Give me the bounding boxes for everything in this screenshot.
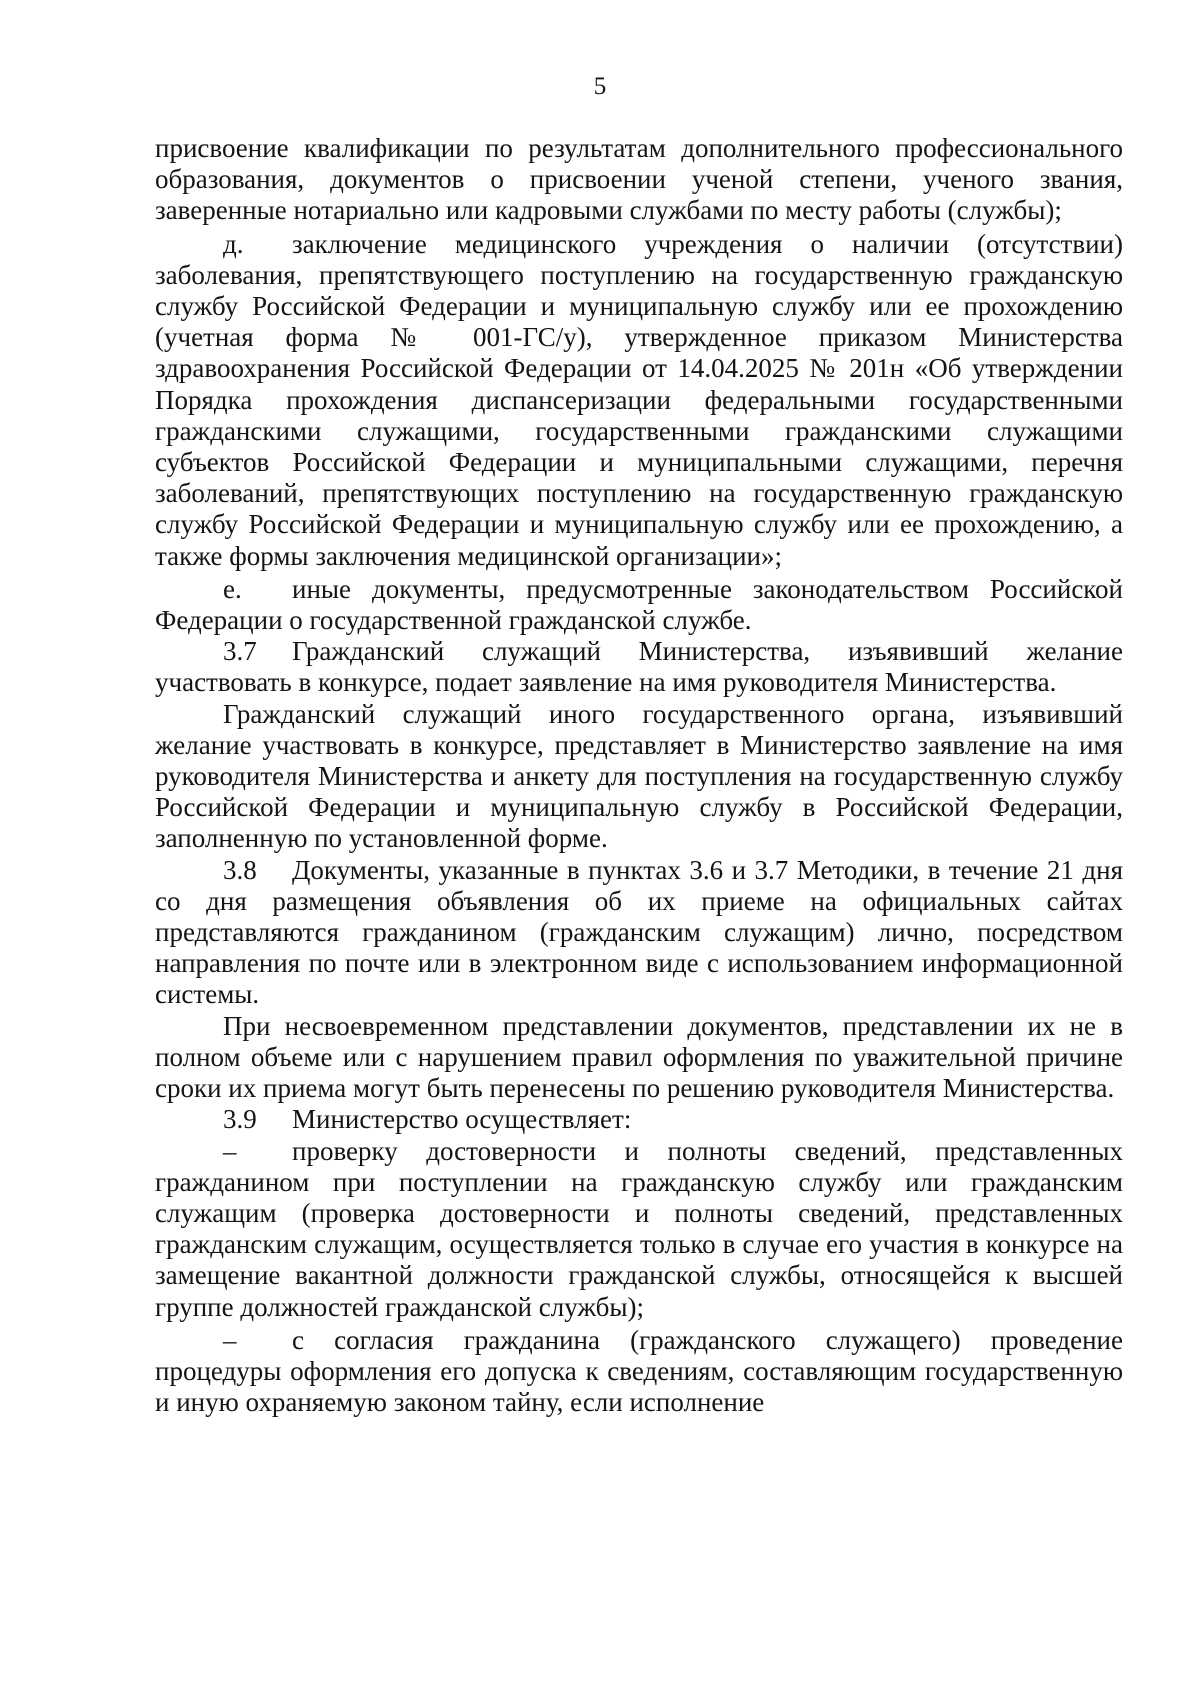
- paragraph: [155, 1011, 1123, 1105]
- paragraph-continuation: [155, 133, 1123, 227]
- paragraph-text: проверку достоверности и полноты сведений, представленных гражданином при поступлении на гражданскую службу или гражданским служащим (проверка достоверности и полноты сведений, представленных гражданским служащим, осуществляется только в случае его участия в конкурсе на замещение вакантной должности гражданской службы, относящейся к высшей группе должностей гражданской службы);: [155, 1135, 1123, 1322]
- paragraph-text: При несвоевременном представлении документов, представлении их не в полном объеме или с нарушением правил оформления по уважительной причине сроки их приема могут быть перенесены по решению руководителя Министерства.: [155, 1010, 1123, 1104]
- clause-3-9: [155, 1104, 1123, 1135]
- list-marker: д.: [223, 228, 244, 259]
- paragraph-text: с согласия гражданина (гражданского служащего) проведение процедуры оформления его допуска к сведениям, составляющим государственную и иную охраняемую законом тайну, если исполнение: [155, 1324, 1123, 1418]
- paragraph-text: заключение медицинского учреждения о наличии (отсутствии) заболевания, препятствующего поступлению на государственную гражданскую службу Российской Федерации и муниципальную службу или ее прохождению (учетная форма № 001-ГС/у), утвержденное приказом Министерства здравоохранения Российской Федерации от 14.04.2025 № 201н «Об утверждении Порядка прохождения диспансеризации федеральными государственными гражданскими служащими, государственными гражданскими служащими субъектов Российской Федерации и муниципальными служащими, перечня заболеваний, препятствующих поступлению на государственную гражданскую службу Российской Федерации и муниципальную службу или ее прохождению, а также формы заключения медицинской организации»;: [155, 228, 1123, 571]
- paragraph-text: иные документы, предусмотренные законодательством Российской Федерации о государственной гражданской службе.: [155, 573, 1123, 636]
- paragraph-text: Документы, указанные в пунктах 3.6 и 3.7 Методики, в течение 21 дня со дня размещения объявления об их приеме на официальных сайтах представляются гражданином (гражданским служащим) лично, посредством направления по почте или в электронном виде с использованием информационной системы.: [155, 854, 1123, 1010]
- clause-3-8: [155, 855, 1123, 1011]
- list-item-e: [155, 574, 1123, 636]
- clause-number: 3.7: [223, 636, 257, 667]
- dash-list-item: [155, 1325, 1123, 1419]
- dash-marker: –: [223, 1324, 237, 1355]
- dash-list-item: [155, 1136, 1123, 1323]
- paragraph-text: Гражданский служащий Министерства, изъявивший желание участвовать в конкурсе, подает заявление на имя руководителя Министерства.: [155, 636, 1123, 698]
- list-item-d: [155, 229, 1123, 572]
- dash-marker: –: [223, 1135, 237, 1166]
- paragraph-text: присвоение квалификации по результатам дополнительного профессионального образования, документов о присвоении ученой степени, ученого звания, заверенные нотариально или кадровыми службами по месту работы (службы);: [155, 133, 1123, 226]
- paragraph-text: Гражданский служащий иного государственного органа, изъявивший желание участвовать в конкурсе, представляет в Министерство заявление на имя руководителя Министерства и анкету для поступления на государственную службу Российской Федерации и муниципальную службу в Российской Федерации, заполненную по установленной форме.: [155, 698, 1123, 854]
- paragraph: [155, 699, 1123, 855]
- paragraph-text: Министерство осуществляет:: [292, 1104, 632, 1135]
- clause-number: 3.8: [223, 854, 257, 885]
- document-body: [155, 133, 1123, 1418]
- clause-number: 3.9: [223, 1104, 257, 1135]
- clause-3-7: [155, 636, 1123, 698]
- list-marker: е.: [223, 573, 242, 604]
- page-number: 5: [593, 73, 607, 100]
